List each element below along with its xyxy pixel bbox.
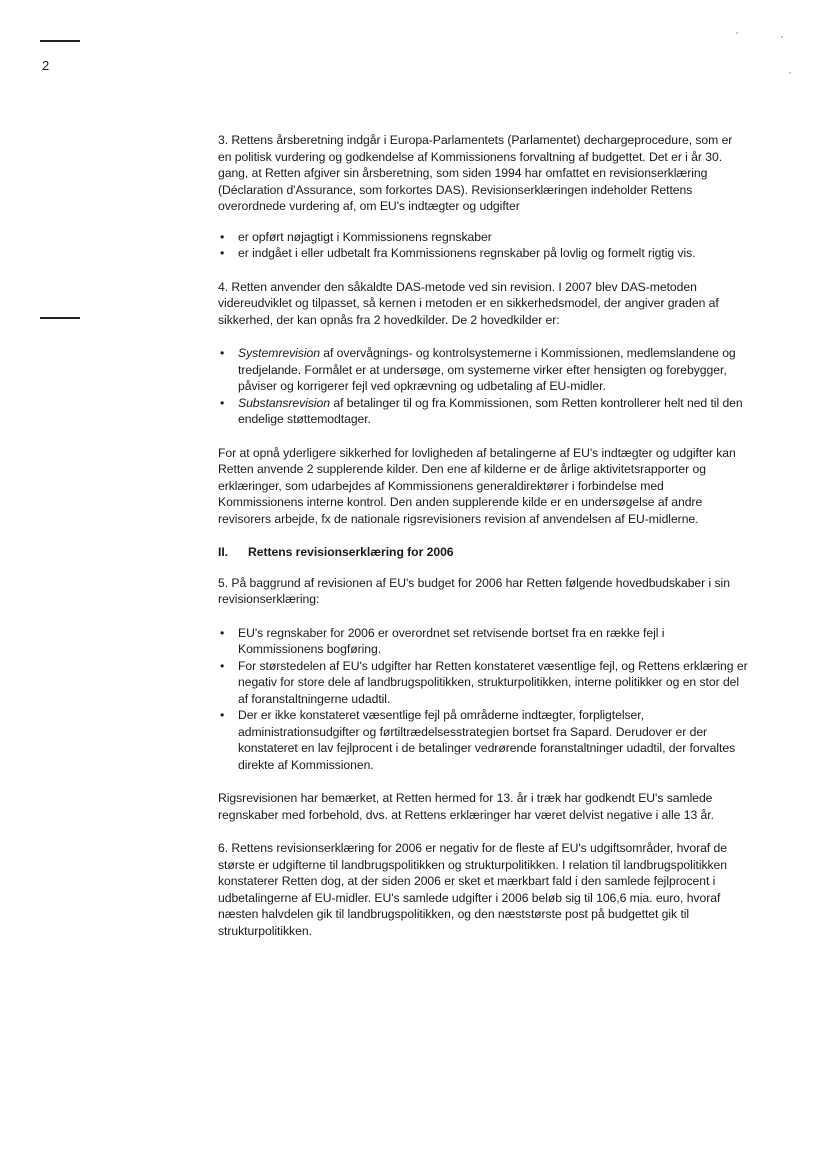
list-item-text: af betalinger til og fra Kommissionen, som Retten kontrollerer helt ned til den endelige støttemodtager. [238, 395, 743, 426]
margin-rule-top [40, 40, 80, 42]
section-heading [218, 544, 748, 561]
list-item [218, 345, 748, 395]
list-item [218, 395, 748, 428]
list-item-text: af overvågnings- og kontrolsystemerne i Kommissionen, medlemslandene og tredjelande. Formålet er at undersøge, om systemerne virker efter hensigten og forebygger, påviser og korrigerer fejl ved opkrævning og udbetaling af EU-midler. [238, 346, 736, 393]
paragraph-5: 5. På baggrund af revisionen af EU's budget for 2006 har Retten følgende hovedbudskaber i sin revisionserklæring: [218, 575, 730, 606]
bullet-list-sources [218, 345, 748, 428]
scan-speck [736, 32, 738, 34]
list-item: • er opført nøjagtigt i Kommissionens regnskaber [218, 229, 748, 246]
section-number: II. [218, 545, 229, 559]
paragraph-rigsrevisionen-note: Rigsrevisionen har bemærket, at Retten hermed for 13. år i træk har godkendt EU's samlede regnskaber med forbehold, dvs. at Rettens erklæringer har været delvist negative i alle 13 år. [218, 791, 714, 822]
scan-speck [781, 36, 783, 38]
scan-speck [789, 72, 791, 74]
term-substansrevision: Substansrevision [238, 395, 331, 410]
paragraph-supplementary-sources: For at opnå yderligere sikkerhed for lovligheden af betalingerne af EU's indtægter og udgifter kan Retten anvende 2 supplerende kilder. Den ene af kilderne er de årlige aktivitetsrapporter og erklæringer, som udarbejdes af Kommissionens generaldirektører i forbindelse med Kommissionens interne kontrol. Den anden supplerende kilde er en undersøgelse af andre revisorers arbejde, fx de nationale rigsrevisioners revision af anvendelsen af EU-midlerne. [218, 445, 736, 526]
list-item: • For størstedelen af EU's udgifter har Retten konstateret væsentlige fejl, og Rettens erklæring er negativ for store dele af landbrugspolitikken, strukturpolitikken, interne politikker og en stor del af foranstaltningerne udadtil. [218, 658, 748, 708]
list-item: • EU's regnskaber for 2006 er overordnet set retvisende bortset fra en række fejl i Kommissionens bogføring. [218, 625, 748, 658]
bullet-list-main-messages [218, 625, 748, 774]
paragraph-6: 6. Rettens revisionserklæring for 2006 er negativ for de fleste af EU's udgiftsområder, hvoraf de største er udgifterne til landbrugspolitikken og strukturpolitikken. I relation til landbrugspolitikken konstaterer Retten dog, at der siden 2006 er sket et mærkbart fald i den samlede fejlprocent i udbetalingerne af EU-midler. EU's samlede udgifter i 2006 beløb sig til 106,6 mia. euro, hvoraf næsten halvdelen gik til landbrugspolitikken, og den næststørste post på budgettet gik til strukturpolitikken. [218, 841, 728, 938]
section-title: Rettens revisionserklæring for 2006 [248, 545, 454, 559]
paragraph-4: 4. Retten anvender den såkaldte DAS-metode ved sin revision. I 2007 blev DAS-metoden videreudviklet og tilpasset, så kernen i metoden er en sikkerhedsmodel, der angiver graden af sikkerhed, der kan opnås fra 2 hovedkilder. De 2 hovedkilder er: [218, 279, 719, 327]
list-item: • Der er ikke konstateret væsentlige fejl på områderne indtægter, forpligtelser, administrationsudgifter og førtiltrædelsesstrategien bortset fra Sapard. Derudover er der konstateret en lav fejlprocent i de betalinger vedrørende foranstaltninger udadtil, der forvaltes direkte af Kommissionen. [218, 707, 748, 773]
bullet-list-accounts [218, 229, 748, 262]
term-systemrevision: Systemrevision [238, 346, 320, 360]
list-item: • er indgået i eller udbetalt fra Kommissionens regnskaber på lovlig og formelt rigtig vis. [218, 245, 748, 262]
paragraph-3: 3. Rettens årsberetning indgår i Europa-Parlamentets (Parlamentet) dechargeprocedure, som er en politisk vurdering og godkendelse af Kommissionens forvaltning af budgettet. Det er i år 30. gang, at Retten afgiver sin årsberetning, som siden 1994 har omfattet en revisionserklæring (Déclaration d'Assurance, som forkortes DAS). Revisionserklæringen indeholder Rettens overordnede vurdering af, om EU's indtægter og udgifter [218, 133, 733, 213]
margin-rule-middle [40, 317, 80, 319]
page-number: 2 [42, 58, 50, 73]
document-body [218, 132, 748, 939]
